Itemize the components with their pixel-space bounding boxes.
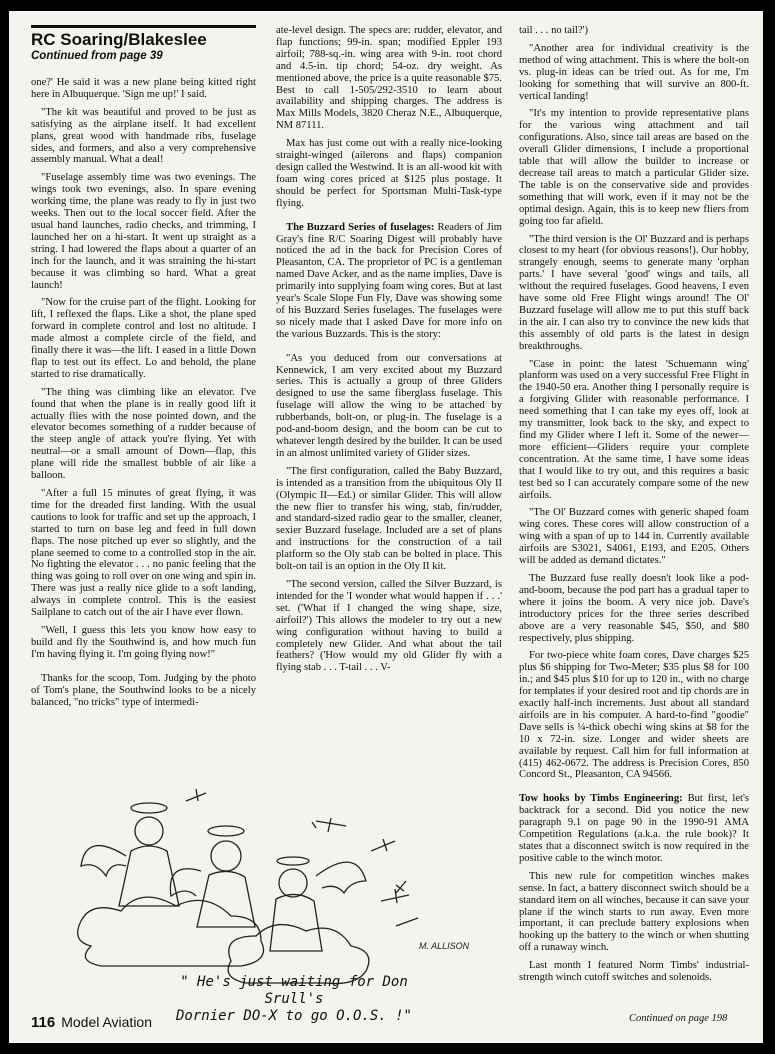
paragraph: ate-level design. The specs are: rudder, elevator, and flap functions; 99-in. span; modified Eppler 193 airfoil; 788-sq.-in. wing area with 9-in. root chord and 4.5-in. tip chord; 54-oz. dry weight. As mentioned above, the price is a quite reasonable $75. Best to call 1-505/292-3510 to learn about availability and shipping charges. The address is Max Mills Models, 3820 Cheraz N.E., Albuquerque, NM 87111. xyxy=(276,25,502,132)
paragraph: "As you deduced from our conversations at Kennewick, I am very excited about my Buzzard series. This is actually a group of three Gliders designed to use the same fiberglass fuselage. This fuselage will allow the wing to be attached by rubberbands, bolt-on, or plug-in. The fuselage is a pod-and-boom design, and the boom can be cut to whatever length desired by the builder. It can be used in an almost unlimited variety of Glider sizes. xyxy=(276,352,502,459)
buzzard-section xyxy=(276,222,502,341)
section-heading-towhooks: Tow hooks by Timbs Engineering: xyxy=(519,793,683,805)
angel-head xyxy=(135,817,163,845)
continued-from: Continued from page 39 xyxy=(31,50,163,62)
halo-icon xyxy=(131,803,167,813)
airplane-icon xyxy=(396,881,406,893)
paragraph: tail . . . no tail?') xyxy=(519,25,588,36)
paragraph: "Well, I guess this lets you know how easy to build and fly the Southwind is, and how much fun I'm having flying it. I'm going flying now!" xyxy=(31,624,256,660)
airplane-icon xyxy=(312,818,346,832)
paragraph: Max has just come out with a really nice-looking straight-winged (ailerons and flaps) companion design called the Westwind. It is an all-wood kit with foam wing cores priced at $125 plus postage. It should be perfect for Sportsman Multi-Task-type flying. xyxy=(276,138,502,209)
paragraph: "Another area for individual creativity is the method of wing attachment. This is where the bolt-on vs. plug-in ideas can be tried out. As for me, I'm looking for something that will survive an 800-ft. vertical landing! xyxy=(519,42,749,102)
caption-line: " He's just waiting for Don Srull's xyxy=(180,974,408,1007)
paragraph: "The thing was climbing like an elevator. I've found that when the plane is in really good lift it actually flies with the nose pointed down, and the elevator becomes something of a rudder because of the steep angle of attack you're flying. Yet with neutral—or a small amount of Down—flap, this plane will ride the smallest bubble of air like a balloon. xyxy=(31,386,256,482)
airplane-icon xyxy=(381,889,409,903)
paragraph: "The second version, called the Silver Buzzard, is intended for the 'I wonder what would happen if . . .' set. ('What if I changed the wing shape, size, airfoil?') This allows the modeler to try out a new wing configuration without having to build a completely new Glider. And what about the tail feathers? ('How would my old Glider fly with a flying stab . . . T-tail . . . V- xyxy=(276,578,502,674)
cartoon-signature: M. ALLISON xyxy=(419,941,470,951)
paragraph: "After a full 15 minutes of great flying, it was time for the dreaded first landing. With the usual cautions to look for traffic and set up the approach, I started to turn on base leg and feed in full down flaps. The nose pitched up ever so slightly, and the plane seemed to come to a controlled stop in the air. No fighting the elevator . . . no panic feeling that the thing was going to roll over on one wing and spin in. There was just a really nice glide to a soft landing, always in complete control. This is the easiest Sailplane to catch out of the air I have ever flown. xyxy=(31,488,256,619)
paragraph: "It's my intention to provide representative plans for the various wing attachment and tail configurations. Also, since tail areas are based on the overall Glider dimensions, I include a proportional table that will allow the builder to increase or decrease tail areas to match a particular Glider size. The table is on the conservative side and provides something that will work, even if it may not be the optimal design. Again, this is to keep new fliers from going too far afield. xyxy=(519,108,749,227)
paragraph: Thanks for the scoop, Tom. Judging by the photo of Tom's plane, the Southwind looks to be a nicely balanced, "no tricks" type of intermedi- xyxy=(31,672,256,708)
cloud-shape xyxy=(78,897,264,966)
paragraph: Readers of Jim Gray's fine R/C Soaring Digest will probably have noticed the ad in the back for Precision Cores of Pleasanton, CA. The proprietor of PC is a gentleman named Dave Acker, and as the name implies, Dave is primarily into supplying foam wing cores. But at last year's Scale Slope Fun Fly, Dave was showing some of his Buzzard Series fuselages. The fuselages were so nicely made that I asked Dave for more info on the various Buzzards. This is the story: xyxy=(276,221,502,340)
text-column-2 xyxy=(276,25,502,680)
paragraph: This new rule for competition winches makes sense. In fact, a battery disconnect switch should be a standard item on all winches, because it can save your plane if the winch starts to run away. Even more important, it can preclude battery explosions when hooking up the battery to the winch or when shutting off a runaway winch. xyxy=(519,870,749,954)
angel-head xyxy=(211,841,241,871)
continued-on: Continued on page 198 xyxy=(629,1013,728,1024)
cartoon-caption xyxy=(149,974,439,1025)
angel-head xyxy=(279,869,307,897)
towhook-section xyxy=(519,793,749,864)
paragraph: Last month I featured Norm Timbs' industrial-strength winch cutoff switches and solenoids. xyxy=(519,960,749,984)
angel-body xyxy=(270,894,322,951)
page-footer xyxy=(31,1014,152,1031)
magazine-page xyxy=(9,11,763,1043)
paragraph: For two-piece white foam cores, Dave charges $25 plus $6 shipping for Two-Meter; $35 plus $8 for 100 in.; and $45 plus $10 for up to 120 in., with no charge for templates if your desired root and tip chords are in exactly half-inch increments. Just about all standard airfoils are in his computer. A hard-to-find "goodie" Dave sells is ¼-thick obechi wing skins at $8 for the 10 x 72-in. size. Longer and wider sheets are available by request. Call him for full information at (415) 462-0672. The address is Precision Cores, 850 Concord St., Pleasanton, CA 94566. xyxy=(519,650,749,781)
paragraph: "The first configuration, called the Baby Buzzard, is intended as a transition from the ubiquitous Oly II (Olympic II—Ed.) or similar Glider. This will allow the new flier to transfer his wing, stab, fin/rudder, and standard-sized radio gear to the smaller, cleaner, sexier Buzzard fuselage. Included are a set of plans and instructions for the construction of a tail platform so the Oly stab can be bolted in place. This bolt-on tail is an option in the Oly II kit. xyxy=(276,465,502,573)
text-column-3 xyxy=(519,25,749,990)
paragraph: one?' He said it was a new plane being kitted right here in Albuquerque. 'Sign me up!' I said. xyxy=(31,77,256,100)
airplane-icon xyxy=(186,789,206,801)
airplane-icon xyxy=(396,918,418,926)
column-title: RC Soaring/Blakeslee xyxy=(31,25,256,49)
magazine-name: Model Aviation xyxy=(61,1014,153,1030)
paragraph: "The kit was beautiful and proved to be just as satisfying as the airplane itself. It had excellent plans, great wood with handmade ribs, fuselage sides, and formers, and also a very comprehensive assembly manual. What a deal! xyxy=(31,106,256,166)
angel-wing xyxy=(170,869,201,896)
text-column-1 xyxy=(31,77,256,714)
paragraph: "The third version is the Ol' Buzzard and is perhaps closest to my heart (for obvious reasons!). Our hobby, strangely enough, seems to generate many 'orphan parts.' I have several 'good' wings and tails, all without the required fuselages. Good heavens, I even have some old Free Flight wings around! The Ol' Buzzard fuselage will allow me to put this stuff back in the air. I can also try to convince the new kids that this assembly of old parts is the latest in design breakthroughs. xyxy=(519,233,749,352)
paragraph: "Now for the cruise part of the flight. Looking for lift, I reflexed the flaps. Like a shot, the plane sped forward in complete control and lost no altitude. I made almost a complete circle of the field, and finally there it was—the lift. I eased in a little Down flap to test out its effect. Lo and behold, the plane started to rise dramatically. xyxy=(31,297,256,380)
column-header xyxy=(31,25,256,63)
paragraph: But first, let's backtrack for a second. Did you notice the new paragraph 9.1 on page 90 in the 1990-91 AMA Competition Regulations (a.k.a. the rule book)? It states that a disconnect switch is now required in the positive cable to the winch motor. xyxy=(519,793,749,864)
paragraph: The Buzzard fuse really doesn't look like a pod-and-boom, because the pod part has a gradual taper to where it joins the boom. A very nice job. Dave's introductory prices for the three series described above are a very reasonable $45, $50, and $80 respectively, plus shipping. xyxy=(519,572,749,644)
angel-wing xyxy=(316,862,366,893)
paragraph: "The Ol' Buzzard comes with generic shaped foam wing cores. These cores will allow construction of a wing with a span of up to 144 in. Currently available airfoils are S3021, S4061, E193, and E205. Others will be added as demand dictates." xyxy=(519,507,749,567)
paragraph: "Case in point: the latest 'Schuemann wing' planform was used on a very successful Free Flight in the 1940-50 era. Another thing I personally require is a forgiving Glider with reasonable performance. I need something that I can take my eyes off, look at my transmitter, look back to the sky, and expect to find my Glider where I left it. Some of the newer—more efficient—Gliders require your complete concentration. At the same time, I have some ideas that I would like to try out, and this requires a basic test bed so I can accurately compare some of the new airfoils. xyxy=(519,358,749,501)
caption-line: Dornier DO-X to go O.O.S. !" xyxy=(175,1008,412,1024)
section-heading-buzzard: The Buzzard Series of fuselages: xyxy=(286,221,435,233)
airplane-icon xyxy=(371,839,395,851)
angel-wing xyxy=(81,846,126,876)
page-number: 116 xyxy=(31,1014,56,1031)
paragraph: "Fuselage assembly time was two evenings. The wings took two evenings, also. In spare evening working time, the plane was ready to fly in just two weeks. Then out to the local soccer field. After the usual hand launches, radio checks, and trimming, I launched her on a hi-start. It went up straight as a string. I had lowered the flaps about a quarter of an inch for the launch, and it was straining the hi-start because it was climbing so hard. What a great launch! xyxy=(31,172,256,291)
halo-icon xyxy=(277,857,309,865)
halo-icon xyxy=(208,826,244,836)
